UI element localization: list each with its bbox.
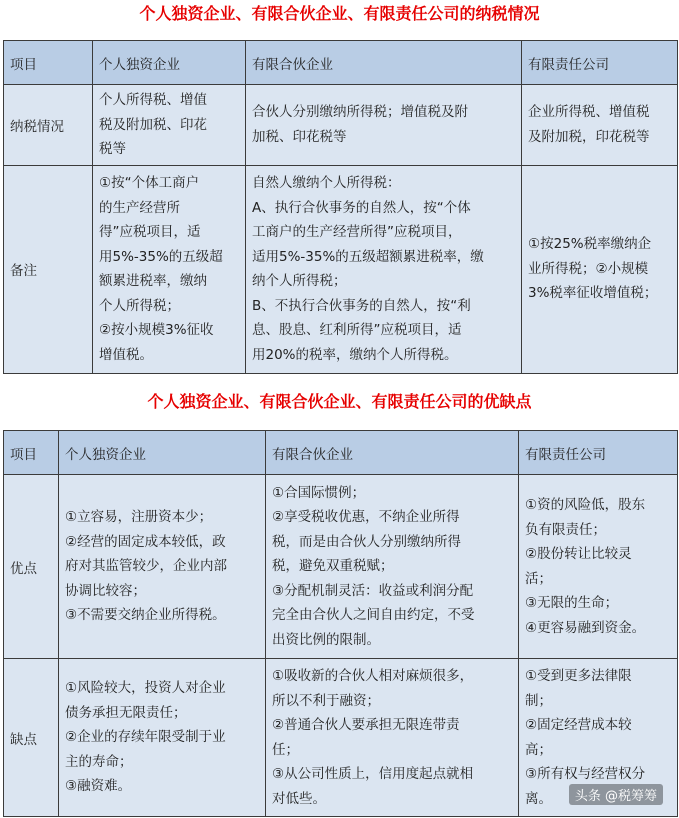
pros-cons-table [3, 430, 678, 817]
table-cell [522, 85, 678, 166]
cell-line: 适用5%-35%的五级超额累进税率，缴 [252, 248, 484, 265]
cell-line: 及附加税，印花税等 [528, 128, 650, 145]
table-cell [246, 165, 522, 373]
cell-line: 自然人缴纳个人所得税： [252, 175, 401, 191]
cell-line: 息、股息、红利所得”应税项目，适 [252, 322, 462, 338]
cell-line: 完全由合伙人之间自由约定，不受 [272, 607, 475, 624]
cell-line: ①资的风险低，股东 [525, 497, 646, 513]
cell-line: ②普通合伙人要承担无限连带责 [272, 717, 460, 733]
cell-line: 税及附加税、印花 [99, 116, 207, 133]
cell-line: ②股份转让比较灵 [525, 546, 632, 562]
cell-line: 个人所得税； [99, 297, 180, 314]
table-row [4, 475, 678, 659]
cell-line: 高； [525, 741, 552, 758]
row-label: 缺点 [4, 659, 59, 817]
table-header-row [4, 431, 678, 475]
cell-line: ③融资难。 [65, 778, 132, 795]
cell-line: 所以不利于融资； [272, 692, 380, 709]
row-label: 优点 [4, 475, 59, 659]
cell-line: 企业所得税、增值税 [528, 104, 650, 121]
cell-line: 加税、印花税等 [252, 128, 347, 145]
cell-line: 额累进税率，缴纳 [99, 273, 207, 289]
cell-line: 制； [525, 692, 552, 709]
table-cell [519, 475, 678, 659]
header-item: 项目 [4, 41, 93, 85]
cell-line: ①按25%税率缴纳企 [528, 236, 652, 253]
cell-line: ③无限的生命； [525, 595, 619, 611]
cell-line: 的生产经营所 [99, 199, 180, 216]
cell-line: 得”应税项目，适 [99, 224, 201, 240]
header-limited-partnership: 有限合伙企业 [266, 431, 519, 475]
row-label: 纳税情况 [4, 85, 93, 166]
cell-line: 纳个人所得税； [252, 273, 347, 289]
cell-line: 3%税率征收增值税； [528, 285, 658, 302]
cell-line: 负有限责任； [525, 521, 606, 538]
cell-line: 用20%的税率，缴纳个人所得税。 [252, 346, 458, 363]
cell-line: 主的寿命； [65, 753, 133, 770]
cell-line: ①按“个体工商户 [99, 175, 200, 191]
cell-line: 业所得税；②小规模 [528, 260, 649, 277]
cell-line: 离。 [525, 790, 552, 807]
cell-line: 对低些。 [272, 790, 326, 807]
cell-line: ①吸收新的合伙人相对麻烦很多， [272, 668, 474, 684]
cell-line: A、执行合伙事务的自然人，按“个体 [252, 199, 471, 216]
table-cell [93, 85, 246, 166]
section-title: 个人独资企业、有限合伙企业、有限责任公司的优缺点 [147, 392, 532, 411]
cell-line: 个人所得税、增值 [99, 92, 207, 108]
header-item: 项目 [4, 431, 59, 475]
cell-line: ①合国际惯例； [272, 484, 366, 501]
table-cell [266, 659, 519, 817]
cell-line: ①立容易，注册资本少； [65, 509, 213, 526]
cell-line: 任； [272, 741, 299, 758]
cell-line: 债务承担无限责任； [65, 704, 187, 721]
cell-line: 活； [525, 570, 552, 587]
table-row [4, 85, 678, 166]
watermark: 头条 @税筹筹 [569, 784, 663, 805]
cell-line: ②享受税收优惠，不纳企业所得 [272, 509, 460, 526]
header-sole-proprietorship: 个人独资企业 [93, 41, 246, 85]
header-llc: 有限责任公司 [522, 41, 678, 85]
cell-line: 协调比较容； [65, 582, 146, 599]
page-title: 个人独资企业、有限合伙企业、有限责任公司的纳税情况 [139, 4, 540, 23]
row-label: 备注 [4, 165, 93, 373]
cell-line: ①风险较大，投资人对企业 [65, 680, 226, 697]
tax-table [3, 40, 678, 374]
table-row [4, 165, 678, 373]
table-cell [59, 475, 266, 659]
cell-line: B、不执行合伙事务的自然人，按“利 [252, 297, 471, 314]
cell-line: ③不需要交纳企业所得税。 [65, 607, 226, 624]
cell-line: ②经营的固定成本较低，政 [65, 533, 226, 550]
cell-line: ②固定经营成本较 [525, 717, 632, 733]
table-cell [246, 85, 522, 166]
cell-line: 增值税。 [99, 346, 153, 363]
cell-line: 税等 [99, 141, 126, 157]
cell-line: ③所有权与经营权分 [525, 766, 646, 782]
cell-line: 合伙人分别缴纳所得税；增值税及附 [252, 104, 468, 121]
cell-line: 出资比例的限制。 [272, 631, 380, 648]
cell-line: ③分配机制灵活：收益或利润分配 [272, 582, 474, 599]
cell-line: ④更容易融到资金。 [525, 619, 646, 636]
table-cell [59, 659, 266, 817]
header-limited-partnership: 有限合伙企业 [246, 41, 522, 85]
cell-line: 府对其监管较少，企业内部 [65, 558, 227, 575]
table-cell [522, 165, 678, 373]
cell-line: 工商户的生产经营所得”应税项目， [252, 224, 462, 240]
cell-line: ②企业的存续年限受制于业 [65, 729, 226, 746]
cell-line: ②按小规模3%征收 [99, 322, 214, 338]
cell-line: ①受到更多法律限 [525, 668, 632, 684]
cell-line: ③从公司性质上，信用度起点就相 [272, 766, 474, 782]
header-llc: 有限责任公司 [519, 431, 678, 475]
table-header-row [4, 41, 678, 85]
cell-line: 用5%-35%的五级超 [99, 248, 223, 265]
cell-line: 税，避免双重税赋； [272, 558, 394, 575]
table-cell [266, 475, 519, 659]
cell-line: 税，而是由合伙人分别缴纳所得 [272, 533, 461, 550]
header-sole-proprietorship: 个人独资企业 [59, 431, 266, 475]
table-cell [93, 165, 246, 373]
